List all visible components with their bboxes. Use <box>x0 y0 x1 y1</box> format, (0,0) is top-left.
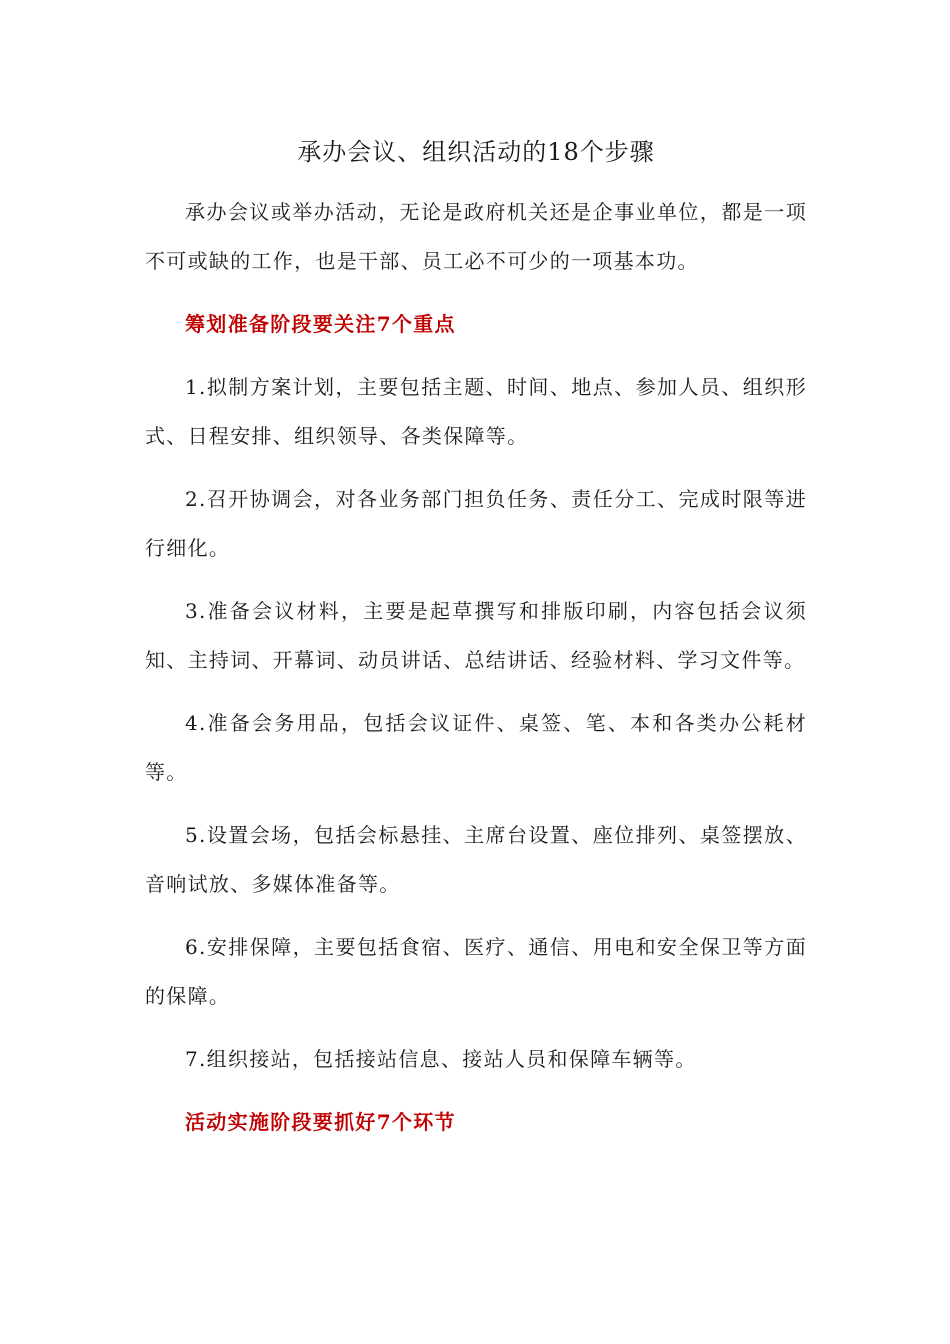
document-title: 承办会议、组织活动的18个步骤 <box>297 138 655 166</box>
section-heading-implementation: 活动实施阶段要抓好7个环节 <box>185 1110 456 1134</box>
step-3: 3.准备会议材料，主要是起草撰写和排版印刷，内容包括会议须知、主持词、开幕词、动员讲话、总结讲话、经验材料、学习文件等。 <box>145 599 807 672</box>
step-6: 6.安排保障，主要包括食宿、医疗、通信、用电和安全保卫等方面的保障。 <box>145 935 807 1008</box>
intro-paragraph: 承办会议或举办活动，无论是政府机关还是企事业单位，都是一项不可或缺的工作，也是干部、员工必不可少的一项基本功。 <box>145 200 807 273</box>
document-page <box>145 128 807 1161</box>
step-7: 7.组织接站，包括接站信息、接站人员和保障车辆等。 <box>185 1047 697 1071</box>
step-5: 5.设置会场，包括会标悬挂、主席台设置、座位排列、桌签摆放、音响试放、多媒体准备等。 <box>145 823 807 896</box>
section-heading-preparation: 筹划准备阶段要关注7个重点 <box>185 312 456 336</box>
step-2: 2.召开协调会，对各业务部门担负任务、责任分工、完成时限等进行细化。 <box>145 487 807 560</box>
step-1: 1.拟制方案计划，主要包括主题、时间、地点、参加人员、组织形式、日程安排、组织领导、各类保障等。 <box>145 375 807 448</box>
step-4: 4.准备会务用品，包括会议证件、桌签、笔、本和各类办公耗材等。 <box>145 711 807 784</box>
